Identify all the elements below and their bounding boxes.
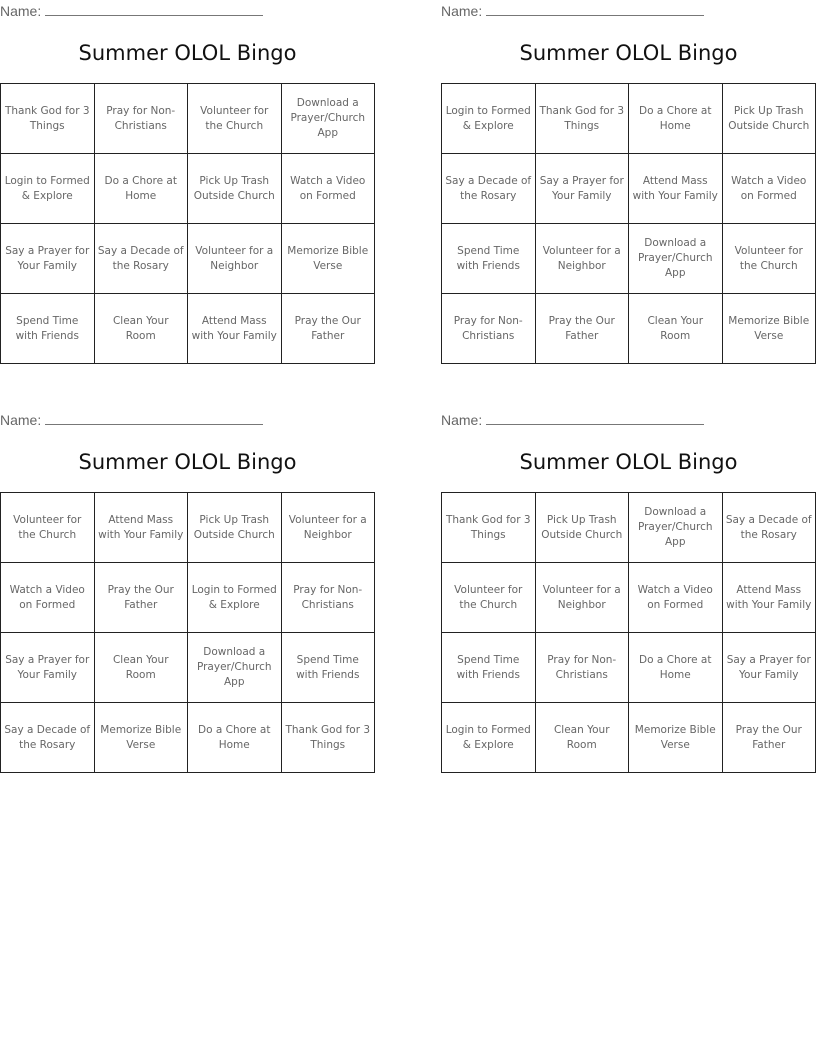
name-label: Name: (0, 412, 42, 428)
bingo-square[interactable]: Attend Mass with Your Family (188, 294, 282, 364)
bingo-square[interactable]: Pick Up Trash Outside Church (188, 493, 282, 563)
bingo-square[interactable]: Login to Formed & Explore (188, 563, 282, 633)
bingo-square[interactable]: Pray for Non-Christians (442, 294, 536, 364)
bingo-square[interactable]: Watch a Video on Formed (629, 563, 723, 633)
bingo-square[interactable]: Say a Decade of the Rosary (722, 493, 816, 563)
bingo-square[interactable]: Memorize Bible Verse (629, 703, 723, 773)
name-blank-line[interactable] (486, 2, 704, 16)
bingo-grid (0, 83, 375, 364)
bingo-row (442, 294, 816, 364)
bingo-square[interactable]: Memorize Bible Verse (281, 224, 375, 294)
card-title: Summer OLOL Bingo (519, 41, 738, 65)
bingo-square[interactable]: Pick Up Trash Outside Church (188, 154, 282, 224)
bingo-square[interactable]: Pick Up Trash Outside Church (722, 84, 816, 154)
bingo-square[interactable]: Volunteer for the Church (442, 563, 536, 633)
bingo-square[interactable]: Pray the Our Father (535, 294, 629, 364)
bingo-row (1, 493, 375, 563)
bingo-square[interactable]: Volunteer for a Neighbor (535, 224, 629, 294)
bingo-row (442, 563, 816, 633)
bingo-square[interactable]: Volunteer for a Neighbor (188, 224, 282, 294)
name-label: Name: (0, 3, 42, 19)
bingo-square[interactable]: Watch a Video on Formed (722, 154, 816, 224)
bingo-row (442, 224, 816, 294)
bingo-row (1, 703, 375, 773)
name-label: Name: (441, 412, 483, 428)
bingo-square[interactable]: Volunteer for the Church (1, 493, 95, 563)
bingo-row (1, 154, 375, 224)
name-label: Name: (441, 3, 483, 19)
bingo-square[interactable]: Say a Prayer for Your Family (722, 633, 816, 703)
bingo-square[interactable]: Pray the Our Father (722, 703, 816, 773)
bingo-square[interactable]: Thank God for 3 Things (535, 84, 629, 154)
card-title: Summer OLOL Bingo (78, 41, 297, 65)
bingo-square[interactable]: Spend Time with Friends (281, 633, 375, 703)
bingo-row (1, 563, 375, 633)
bingo-square[interactable]: Say a Decade of the Rosary (1, 703, 95, 773)
bingo-square[interactable]: Do a Chore at Home (629, 633, 723, 703)
bingo-square[interactable]: Pray for Non-Christians (281, 563, 375, 633)
bingo-square[interactable]: Pick Up Trash Outside Church (535, 493, 629, 563)
bingo-square[interactable]: Say a Prayer for Your Family (1, 633, 95, 703)
bingo-square[interactable]: Say a Prayer for Your Family (1, 224, 95, 294)
name-field (441, 411, 704, 428)
bingo-square[interactable]: Clean Your Room (535, 703, 629, 773)
bingo-square[interactable]: Say a Prayer for Your Family (535, 154, 629, 224)
bingo-square[interactable]: Memorize Bible Verse (722, 294, 816, 364)
bingo-square[interactable]: Pray the Our Father (281, 294, 375, 364)
bingo-square[interactable]: Login to Formed & Explore (442, 703, 536, 773)
name-field (0, 411, 263, 428)
bingo-square[interactable]: Watch a Video on Formed (281, 154, 375, 224)
bingo-grid (441, 83, 816, 364)
bingo-square[interactable]: Watch a Video on Formed (1, 563, 95, 633)
bingo-square[interactable]: Login to Formed & Explore (1, 154, 95, 224)
bingo-row (1, 84, 375, 154)
bingo-square[interactable]: Pray for Non-Christians (535, 633, 629, 703)
bingo-square[interactable]: Clean Your Room (94, 633, 188, 703)
name-blank-line[interactable] (45, 2, 263, 16)
bingo-square[interactable]: Thank God for 3 Things (281, 703, 375, 773)
bingo-square[interactable]: Volunteer for the Church (188, 84, 282, 154)
bingo-square[interactable]: Attend Mass with Your Family (629, 154, 723, 224)
bingo-square[interactable]: Thank God for 3 Things (442, 493, 536, 563)
bingo-square[interactable]: Volunteer for a Neighbor (535, 563, 629, 633)
bingo-grid (441, 492, 816, 773)
bingo-square[interactable]: Say a Decade of the Rosary (94, 224, 188, 294)
bingo-square[interactable]: Clean Your Room (629, 294, 723, 364)
bingo-square[interactable]: Thank God for 3 Things (1, 84, 95, 154)
bingo-square[interactable]: Spend Time with Friends (1, 294, 95, 364)
bingo-square[interactable]: Memorize Bible Verse (94, 703, 188, 773)
bingo-square[interactable]: Volunteer for the Church (722, 224, 816, 294)
name-blank-line[interactable] (486, 411, 704, 425)
bingo-grid (0, 492, 375, 773)
bingo-square[interactable]: Download a Prayer/Church App (281, 84, 375, 154)
bingo-square[interactable]: Spend Time with Friends (442, 633, 536, 703)
bingo-square[interactable]: Spend Time with Friends (442, 224, 536, 294)
bingo-row (1, 294, 375, 364)
card-title: Summer OLOL Bingo (78, 450, 297, 474)
bingo-row (442, 154, 816, 224)
bingo-square[interactable]: Download a Prayer/Church App (629, 493, 723, 563)
bingo-square[interactable]: Pray for Non-Christians (94, 84, 188, 154)
bingo-row (1, 224, 375, 294)
bingo-square[interactable]: Attend Mass with Your Family (722, 563, 816, 633)
bingo-row (442, 703, 816, 773)
name-field (0, 2, 263, 19)
bingo-square[interactable]: Login to Formed & Explore (442, 84, 536, 154)
name-field (441, 2, 704, 19)
bingo-square[interactable]: Download a Prayer/Church App (188, 633, 282, 703)
bingo-square[interactable]: Volunteer for a Neighbor (281, 493, 375, 563)
bingo-square[interactable]: Attend Mass with Your Family (94, 493, 188, 563)
bingo-row (442, 493, 816, 563)
bingo-square[interactable]: Do a Chore at Home (188, 703, 282, 773)
bingo-square[interactable]: Do a Chore at Home (629, 84, 723, 154)
bingo-row (442, 633, 816, 703)
name-blank-line[interactable] (45, 411, 263, 425)
card-title: Summer OLOL Bingo (519, 450, 738, 474)
bingo-square[interactable]: Download a Prayer/Church App (629, 224, 723, 294)
bingo-square[interactable]: Clean Your Room (94, 294, 188, 364)
bingo-row (442, 84, 816, 154)
bingo-square[interactable]: Say a Decade of the Rosary (442, 154, 536, 224)
bingo-square[interactable]: Do a Chore at Home (94, 154, 188, 224)
bingo-square[interactable]: Pray the Our Father (94, 563, 188, 633)
bingo-row (1, 633, 375, 703)
